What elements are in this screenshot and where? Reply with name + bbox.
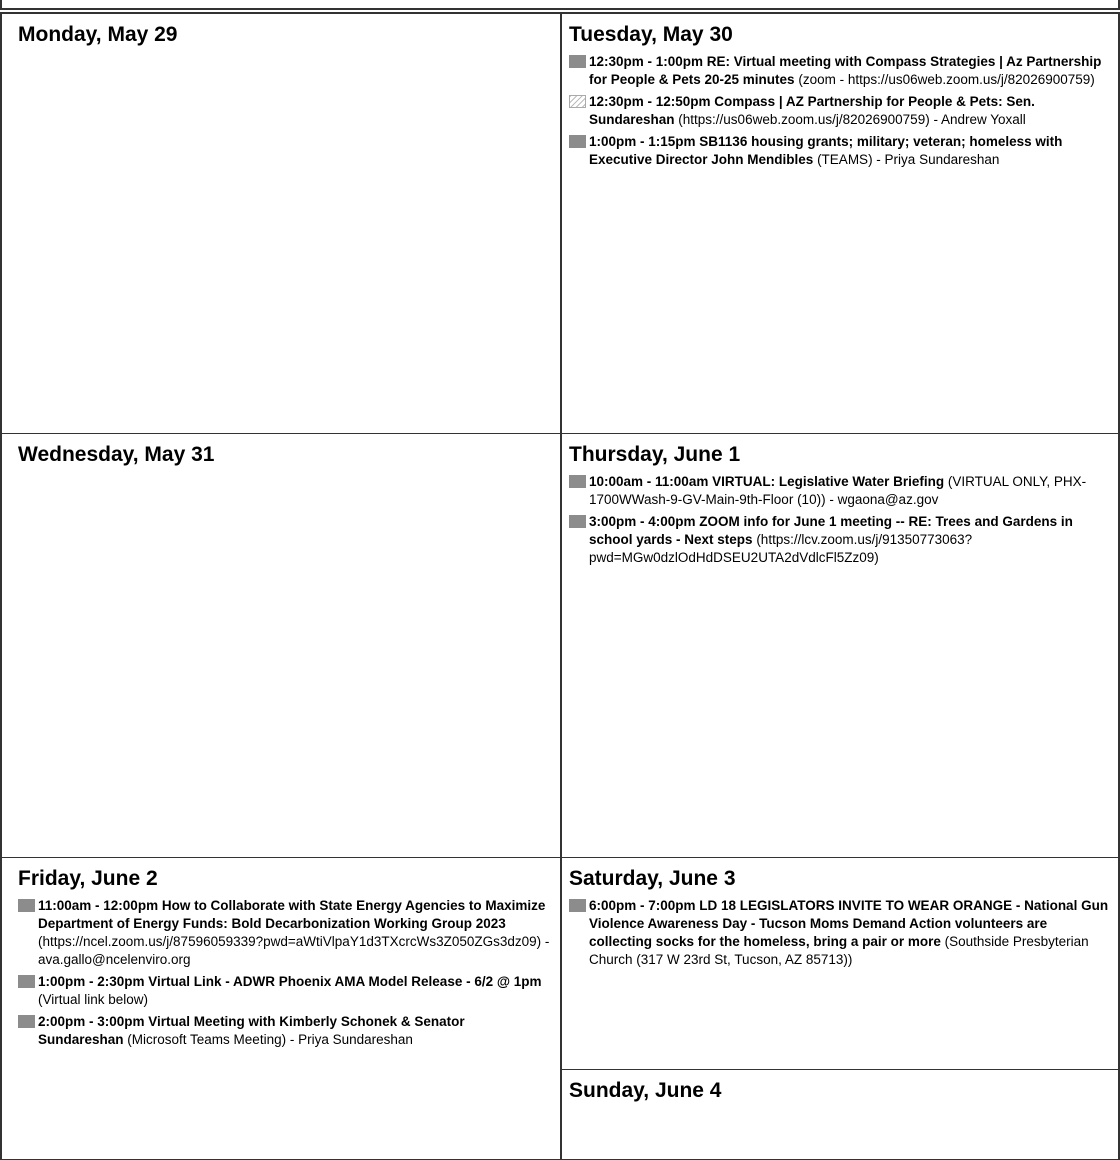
day-cell-saturday[interactable] — [561, 858, 1120, 1070]
event-title: 1:00pm - 1:15pm SB1136 housing grants; military; veteran; homeless with Executive Director John Mendibles — [589, 134, 1063, 167]
event-title: 10:00am - 11:00am VIRTUAL: Legislative Water Briefing — [589, 474, 945, 489]
calendar-event[interactable] — [569, 897, 1110, 969]
day-cell-thursday[interactable] — [561, 434, 1120, 858]
event-details: (Microsoft Teams Meeting) - Priya Sundareshan — [123, 1032, 413, 1047]
calendar-event[interactable] — [569, 473, 1110, 509]
event-details: (https://ncel.zoom.us/j/87596059339?pwd=aWtiVlpaY1d3TXcrcWs3Z050ZGs3dz09) - ava.gallo@ncelenviro.org — [38, 934, 550, 967]
day-title: Thursday, June 1 — [569, 443, 741, 466]
calendar-event[interactable] — [569, 93, 1110, 129]
event-title: 6:00pm - 7:00pm LD 18 LEGISLATORS INVITE TO WEAR ORANGE - National Gun Violence Awareness Day - Tucson Moms Demand Action volunteers are collecting socks for the homeless, bring a pair or more — [589, 898, 1109, 949]
event-title: 3:00pm - 4:00pm ZOOM info for June 1 meeting -- RE: Trees and Gardens in school yards - Next steps — [589, 514, 1073, 547]
event-details: (Southside Presbyterian Church (317 W 23rd St, Tucson, AZ 85713)) — [589, 934, 1089, 967]
event-title: 1:00pm - 2:30pm Virtual Link - ADWR Phoenix AMA Model Release - 6/2 @ 1pm — [38, 974, 542, 989]
event-details: (Virtual link below) — [38, 992, 149, 1007]
busy-status-icon — [569, 135, 586, 148]
event-title: 12:30pm - 12:50pm Compass | AZ Partnership for People & Pets: Sen. Sundareshan — [589, 94, 1035, 127]
day-cell-tuesday[interactable] — [561, 14, 1120, 434]
day-cell-sunday[interactable] — [561, 1070, 1120, 1160]
calendar-event[interactable] — [18, 973, 552, 1009]
calendar-top-border — [0, 0, 1120, 14]
busy-status-icon — [18, 1015, 35, 1028]
day-title: Saturday, June 3 — [569, 867, 736, 890]
busy-status-icon — [569, 515, 586, 528]
busy-status-icon — [18, 899, 35, 912]
event-details: (VIRTUAL ONLY, PHX-1700WWash-9-GV-Main-9th-Floor (10)) - wgaona@az.gov — [589, 474, 1087, 507]
busy-status-icon — [569, 55, 586, 68]
busy-status-icon — [569, 899, 586, 912]
event-details: (https://lcv.zoom.us/j/91350773063?pwd=MGw0dzlOdHdDSEU2UTA2dVdlcFl5Zz09) — [589, 532, 973, 565]
busy-status-icon — [18, 975, 35, 988]
day-cell-monday[interactable] — [0, 14, 561, 434]
calendar-event[interactable] — [569, 513, 1110, 567]
event-title: 12:30pm - 1:00pm RE: Virtual meeting with Compass Strategies | Az Partnership for People & Pets 20-25 minutes — [589, 54, 1102, 87]
event-title: 11:00am - 12:00pm How to Collaborate with State Energy Agencies to Maximize Department of Energy Funds: Bold Decarbonization Working Group 2023 — [38, 898, 546, 931]
busy-status-icon — [569, 475, 586, 488]
day-title: Wednesday, May 31 — [18, 443, 215, 466]
event-details: (zoom - https://us06web.zoom.us/j/82026900759) — [794, 72, 1095, 87]
day-cell-wednesday[interactable] — [0, 434, 561, 858]
day-title: Friday, June 2 — [18, 867, 158, 890]
day-cell-friday[interactable] — [0, 858, 561, 1160]
calendar-event[interactable] — [569, 53, 1110, 89]
calendar-event[interactable] — [18, 1013, 552, 1049]
day-title: Sunday, June 4 — [569, 1079, 722, 1102]
calendar-event[interactable] — [569, 133, 1110, 169]
calendar-event[interactable] — [18, 897, 552, 969]
day-title: Monday, May 29 — [18, 23, 178, 46]
week-calendar-grid — [0, 14, 1120, 1160]
event-details: (https://us06web.zoom.us/j/82026900759) - Andrew Yoxall — [674, 112, 1026, 127]
day-title: Tuesday, May 30 — [569, 23, 733, 46]
tentative-status-icon — [569, 95, 586, 108]
event-details: (TEAMS) - Priya Sundareshan — [813, 152, 1000, 167]
event-title: 2:00pm - 3:00pm Virtual Meeting with Kimberly Schonek & Senator Sundareshan — [38, 1014, 465, 1047]
